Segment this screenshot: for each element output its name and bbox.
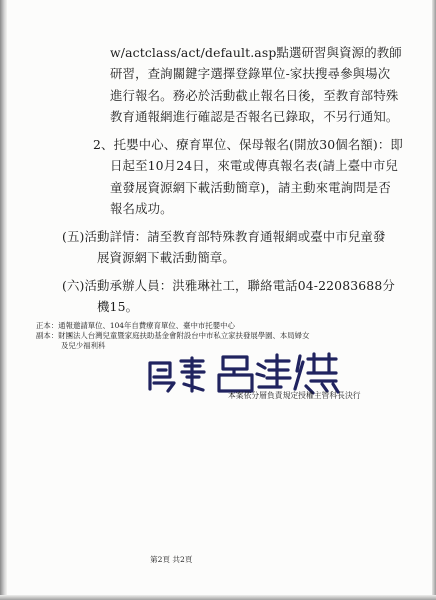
delegation-note: 本案依分層負責規定授權主管科長決行: [228, 391, 361, 400]
section-five-line: 展資源網下載活動簡章。: [97, 250, 235, 265]
page-number: 第2頁 共2頁: [150, 555, 193, 564]
body-line: 研習，查詢關鍵字選擇登錄單位-家扶搜尋參與場次: [110, 66, 391, 81]
body-line: 報名成功。: [110, 201, 173, 216]
distribution-copy-cont: 及兒少福利科: [61, 341, 106, 350]
section-five-line: (五)活動詳情：請至教育部特殊教育通報網或臺中市兒童發: [62, 229, 386, 244]
section-six-line: 機15。: [97, 299, 139, 314]
body-line: 童發展資源網下載活動簡章)，請主動來電詢問是否: [110, 180, 391, 195]
scan-edge-right: [432, 0, 436, 600]
body-line: 教育通報網進行確認是否報名已錄取，不另行通知。: [110, 109, 399, 124]
body-line: w/actclass/act/default.asp點選研習與資源的教師: [110, 45, 402, 60]
body-line: 進行報名。務必於活動截止報名日後，至教育部特殊: [110, 88, 399, 103]
distribution-copy: 副本：財團法人台灣兒童暨家庭扶助基金會附設台中市私立家扶發展學園、本局婦女: [36, 331, 310, 340]
body-line: 2、托嬰中心、療育單位、保母報名(開放30個名額)：即: [93, 137, 403, 152]
director-signature: [146, 349, 344, 397]
distribution-main: 正本：通報邀請單位、104年自費療育單位、臺中市托嬰中心: [36, 321, 235, 330]
scan-edge-left: [0, 0, 7, 600]
body-line: 日起至10月24日，來電或傳真報名表(請上臺中市兒: [110, 158, 398, 173]
section-six-line: (六)活動承辦人員：洪雅琳社工，聯絡電話04-22083688分: [62, 278, 395, 293]
scan-edge-bottom: [0, 595, 436, 600]
